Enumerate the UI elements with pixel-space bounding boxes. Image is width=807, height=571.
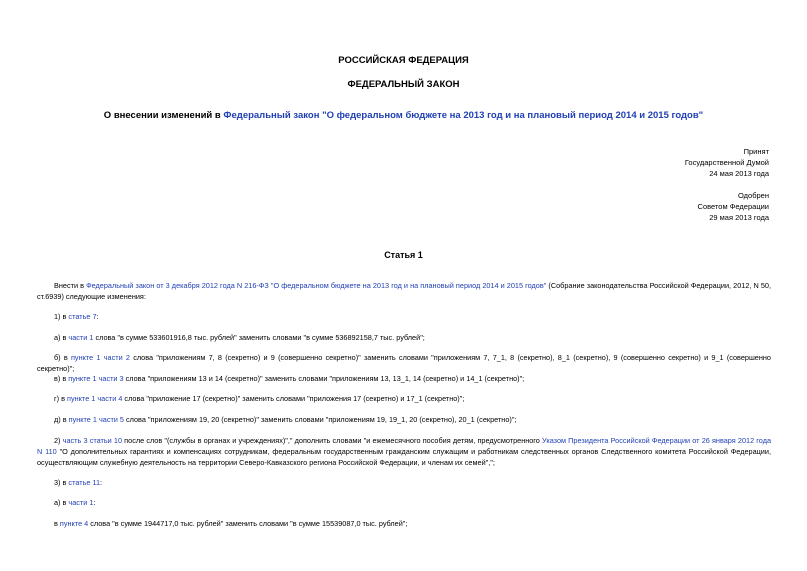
- para-link[interactable]: статье 7: [68, 312, 97, 321]
- para-link[interactable]: пункте 1 части 5: [68, 415, 124, 424]
- para-text: :: [100, 478, 103, 487]
- para-text: д) в: [54, 415, 69, 424]
- para-text: 3) в: [54, 478, 69, 487]
- para-text: "О дополнительных гарантиях и компенсациях сотрудникам, федеральным государственным гражданским служащим и работникам следственных органов Следственного комитета Российской Федерации, осуществляющим служебную деятельность на территории Северо-Кавказского региона Российской Федерации, и членам их семей",";: [37, 447, 771, 467]
- paragraph-item-3a: [37, 497, 771, 508]
- para-text: в: [54, 519, 60, 528]
- paragraph-item-1b: [37, 352, 771, 374]
- paragraph-intro: [37, 280, 771, 302]
- para-text: слова "приложение 17 (секретно)" заменить словами "приложения 17 (секретно) и 17_1 (секретно)";: [122, 394, 465, 403]
- council-line-2: Советом Федерации: [697, 202, 769, 211]
- para-link[interactable]: Федеральный закон от 3 декабря 2012 года N 216-ФЗ "О федеральном бюджете на 2013 год и на плановый период 2014 и 2015 годов": [86, 281, 547, 290]
- para-link-decree[interactable]: Указом Президента Российской Федерации от 26 января 2012 года N 110: [37, 436, 772, 456]
- para-text: Внести в: [54, 281, 87, 290]
- paragraph-item-1: [37, 311, 771, 322]
- para-link[interactable]: часть 3 статьи 10: [62, 436, 123, 445]
- paragraph-item-1d: [37, 393, 771, 404]
- para-text: г) в: [54, 394, 68, 403]
- para-text: :: [93, 498, 96, 507]
- para-link[interactable]: статье 11: [68, 478, 101, 487]
- para-text: :: [96, 312, 99, 321]
- duma-line-1: Принят: [743, 147, 769, 156]
- para-link[interactable]: части 1: [68, 498, 94, 507]
- doc-type-heading: ФЕДЕРАЛЬНЫЙ ЗАКОН: [347, 79, 460, 90]
- para-text: слова "приложениям 19, 20 (секретно)" заменить словами "приложениям 19, 19_1, 20 (секретно), 20_1 (секретно)";: [123, 415, 517, 424]
- para-text: 2): [54, 436, 63, 445]
- duma-line-2: Государственной Думой: [684, 158, 769, 167]
- para-link[interactable]: части 1: [68, 333, 94, 342]
- para-text: 1) в: [54, 312, 69, 321]
- para-text: б) в: [54, 353, 71, 362]
- para-link[interactable]: пункте 4: [59, 519, 89, 528]
- law-title: [0, 110, 807, 121]
- paragraph-item-1c: [37, 373, 771, 384]
- paragraph-item-3: [37, 477, 771, 488]
- law-title-link[interactable]: Федеральный закон "О федеральном бюджете на 2013 год и на плановый период 2014 и 2015 годов": [223, 110, 704, 121]
- para-link[interactable]: пункте 1 части 3: [68, 374, 124, 383]
- para-text: слова "в сумме 533601916,8 тыс. рублей" заменить словами "в сумме 536892158,7 тыс. рублей";: [93, 333, 425, 342]
- para-text: слова "приложениям 7, 8 (секретно) и 9 (совершенно секретно)" заменить словами "приложениям 7, 7_1, 8 (секретно), 8_1 (секретно), 9 (совершенно секретно) и 9_1 (совершенно секретно)";: [37, 353, 771, 373]
- council-line-3: 29 мая 2013 года: [709, 213, 769, 222]
- council-line-1: Одобрен: [738, 191, 769, 200]
- para-text: после слов "(службы в органах и учреждениях)"," дополнить словами "и ежемесячного пособия детям, предусмотренного: [122, 436, 543, 445]
- para-text: слова "приложениям 13 и 14 (секретно)" заменить словами "приложениям 13, 13_1, 14 (секретно) и 14_1 (секретно)";: [123, 374, 525, 383]
- para-text: в) в: [54, 374, 69, 383]
- law-title-prefix: О внесении изменений в: [103, 110, 224, 121]
- paragraph-item-3a-sub: [37, 518, 771, 529]
- duma-line-3: 24 мая 2013 года: [709, 169, 769, 178]
- duma-adoption: [685, 146, 769, 179]
- para-text: (Собрание законодательства Российской Федерации, 2012, N 50, ст.6939) следующие изменения:: [37, 281, 772, 301]
- para-text: а) в: [54, 498, 69, 507]
- paragraph-item-1a: [37, 332, 771, 343]
- paragraph-item-1e: [37, 414, 771, 425]
- para-text: а) в: [54, 333, 69, 342]
- para-text: слова "в сумме 1944717,0 тыс. рублей" заменить словами "в сумме 15539087,0 тыс. рублей";: [88, 519, 408, 528]
- article-heading: Статья 1: [384, 250, 423, 260]
- para-link[interactable]: пункте 1 части 4: [67, 394, 123, 403]
- country-heading: РОССИЙСКАЯ ФЕДЕРАЦИЯ: [338, 55, 469, 66]
- para-link[interactable]: пункте 1 части 2: [70, 353, 130, 362]
- paragraph-item-2: [37, 435, 771, 468]
- council-approval: [698, 190, 769, 223]
